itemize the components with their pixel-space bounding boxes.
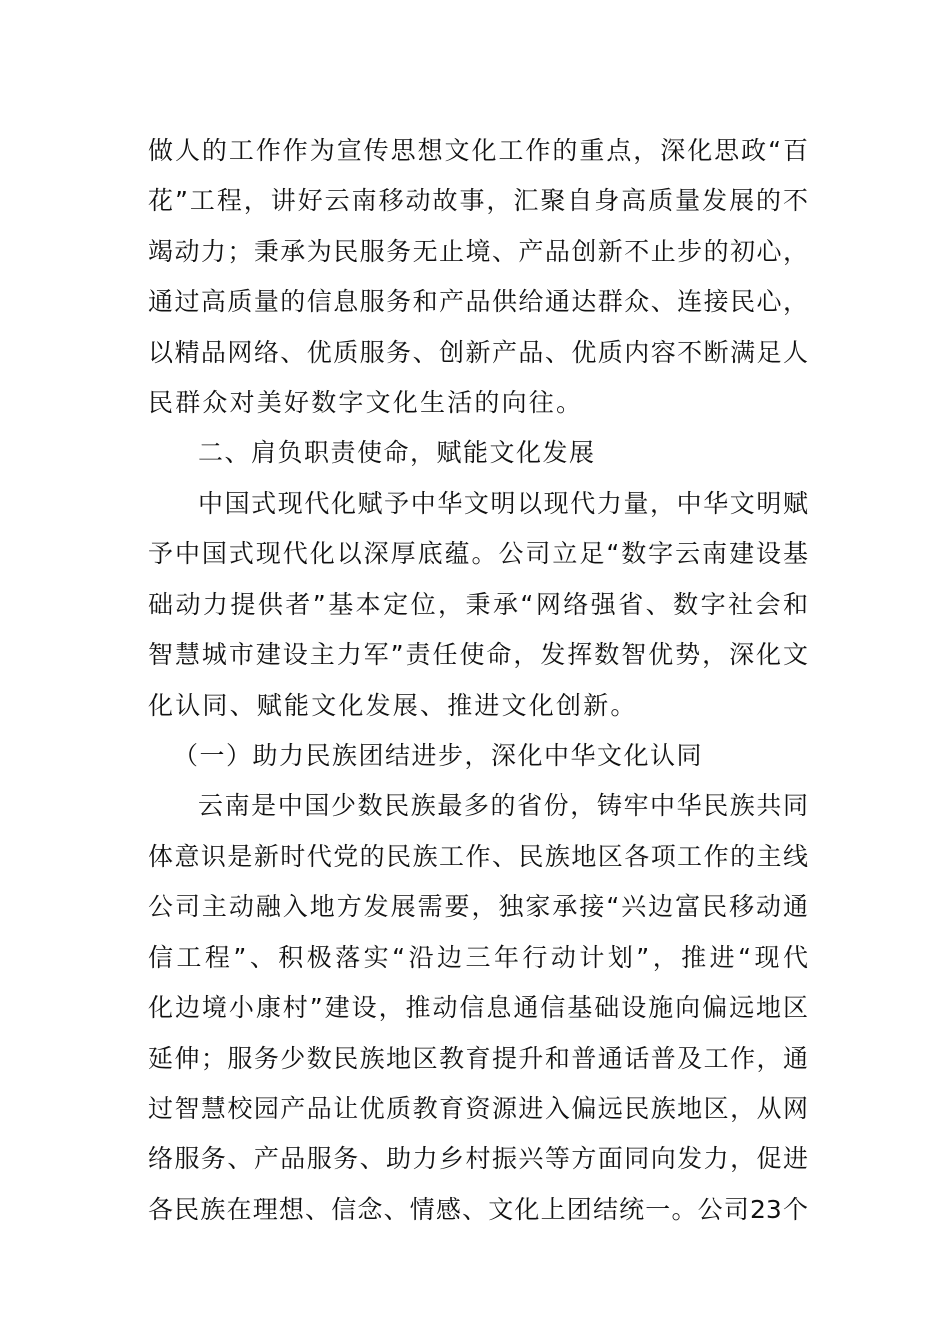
subsection-heading: （一）助力民族团结进步，深化中华文化认同: [173, 741, 704, 770]
paragraph-3-line-3: 公司主动融入地方发展需要，独家承接“兴边富民移动通: [148, 892, 808, 921]
paragraph-1-line-6: 民群众对美好数字文化生活的向往。: [148, 388, 584, 417]
paragraph-3-line-9: 各民族在理想、信念、情感、文化上团结统一。公司23个: [148, 1195, 808, 1224]
paragraph-2-line-4: 智慧城市建设主力军”责任使命，发挥数智优势，深化文: [148, 640, 808, 669]
paragraph-1-line-4: 通过高质量的信息服务和产品供给通达群众、连接民心，: [148, 287, 808, 316]
section-heading: 二、肩负职责使命，赋能文化发展: [198, 438, 596, 467]
paragraph-3-line-4: 信工程”、积极落实“沿边三年行动计划”，推进“现代: [148, 943, 808, 972]
paragraph-3-line-6: 延伸；服务少数民族地区教育提升和普通话普及工作，通: [148, 1044, 808, 1073]
paragraph-3-line-2: 体意识是新时代党的民族工作、民族地区各项工作的主线: [148, 842, 808, 871]
paragraph-3-line-1: 云南是中国少数民族最多的省份，铸牢中华民族共同: [198, 791, 808, 820]
paragraph-2-line-2: 予中国式现代化以深厚底蕴。公司立足“数字云南建设基: [148, 539, 808, 568]
paragraph-1-line-3: 竭动力；秉承为民服务无止境、产品创新不止步的初心，: [148, 237, 808, 266]
paragraph-2-line-1: 中国式现代化赋予中华文明以现代力量，中华文明赋: [198, 489, 808, 518]
paragraph-1-line-5: 以精品网络、优质服务、创新产品、优质内容不断满足人: [148, 338, 808, 367]
paragraph-2-line-3: 础动力提供者”基本定位，秉承“网络强省、数字社会和: [148, 590, 808, 619]
paragraph-3-line-5: 化边境小康村”建设，推动信息通信基础设施向偏远地区: [148, 993, 808, 1022]
paragraph-1-line-1: 做人的工作作为宣传思想文化工作的重点，深化思政“百: [148, 136, 808, 165]
paragraph-3-line-8: 络服务、产品服务、助力乡村振兴等方面同向发力，促进: [148, 1144, 808, 1173]
paragraph-2-line-5: 化认同、赋能文化发展、推进文化创新。: [148, 691, 638, 720]
paragraph-1-line-2: 花”工程，讲好云南移动故事，汇聚自身高质量发展的不: [148, 186, 808, 215]
paragraph-3-line-7: 过智慧校园产品让优质教育资源进入偏远民族地区，从网: [148, 1094, 808, 1123]
